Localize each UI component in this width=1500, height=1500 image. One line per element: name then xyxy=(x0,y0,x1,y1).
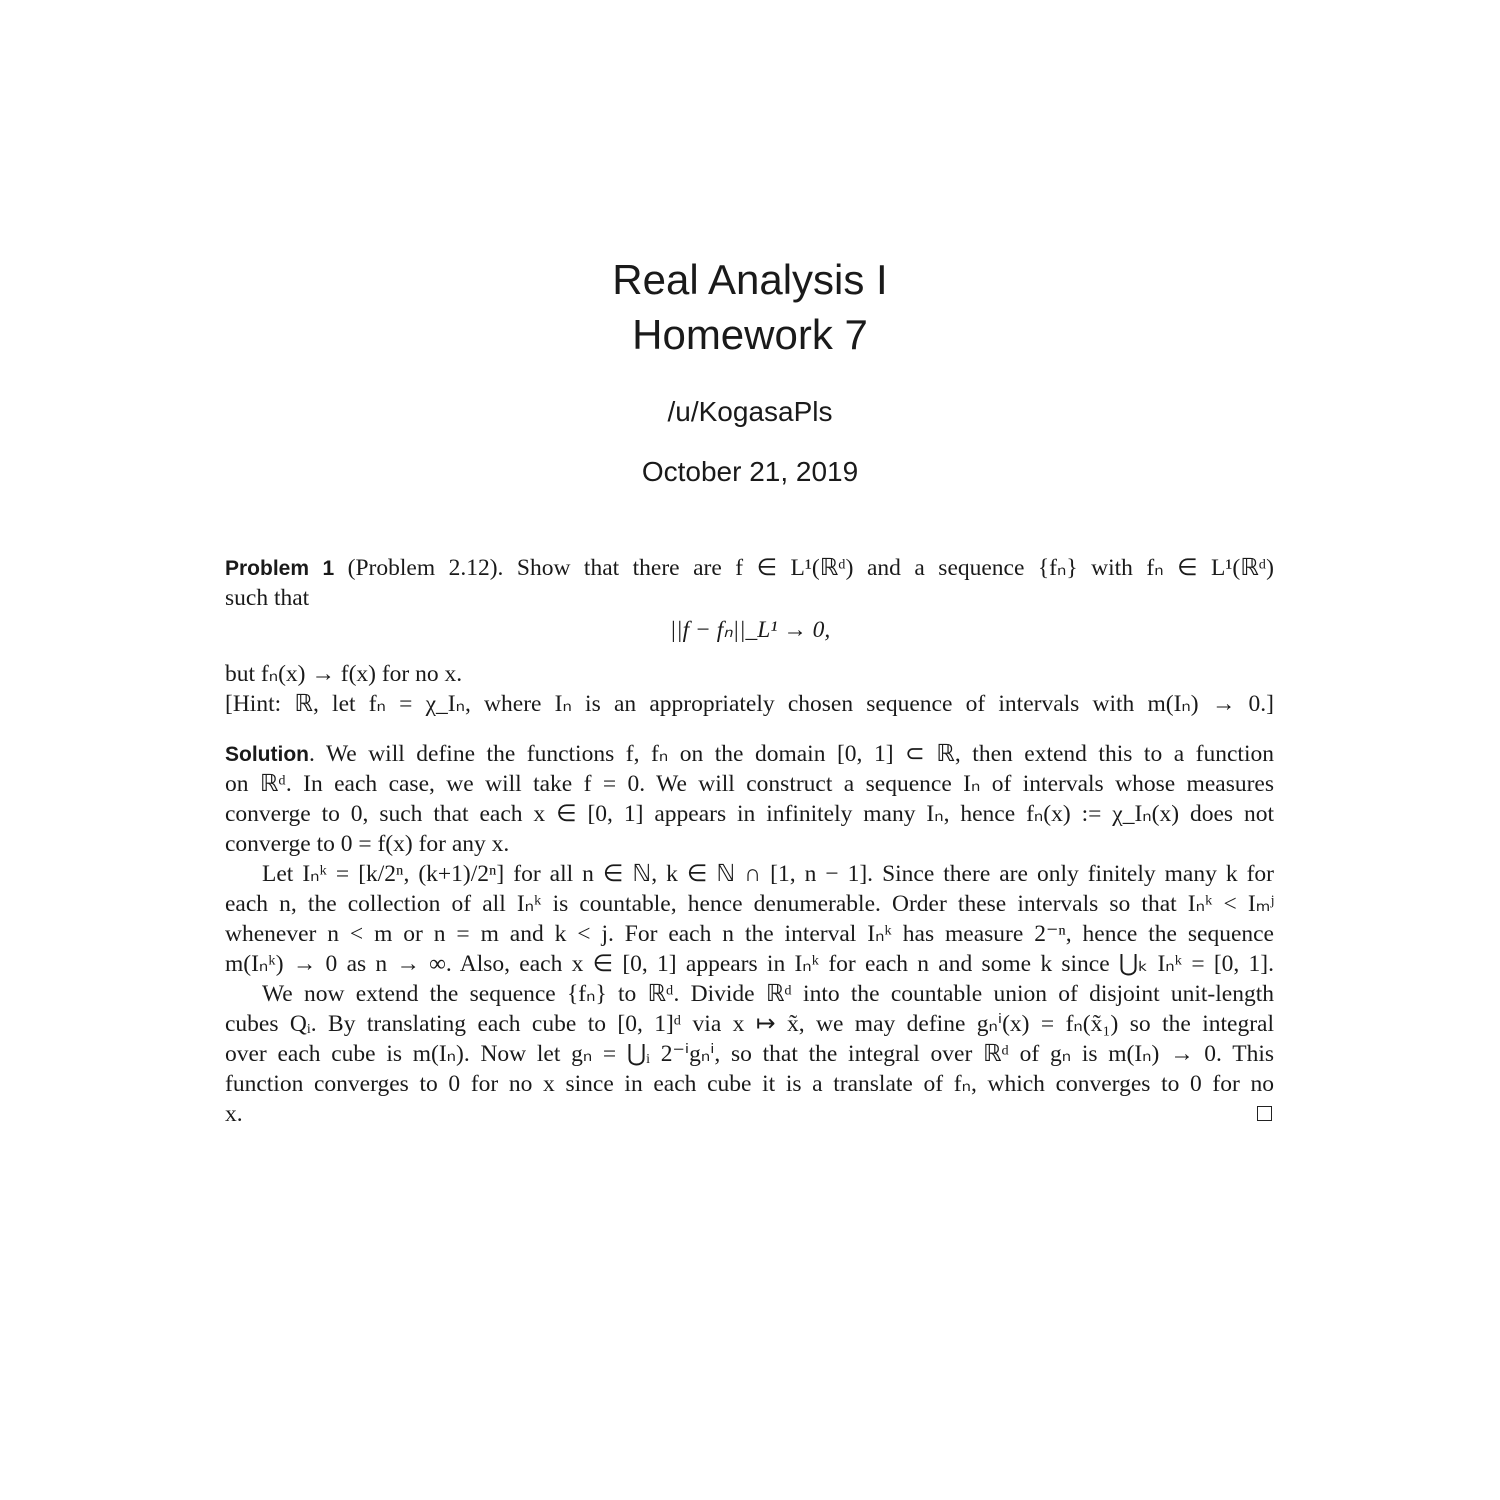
solution-label: Solution xyxy=(225,743,309,766)
solution-line-2: on ℝᵈ. In each case, we will take f = 0. We will construct a sequence Iₙ of intervals whose measures xyxy=(225,771,1274,797)
solution-line-13: x. xyxy=(225,1101,243,1127)
solution-line-7: whenever n < m or n = m and k < j. For each n the interval Iₙᵏ has measure 2⁻ⁿ, hence the sequence xyxy=(225,921,1274,947)
author: /u/KogasaPls xyxy=(667,396,833,427)
qed-square-icon xyxy=(1257,1106,1272,1121)
solution-line-11: over each cube is m(Iₙ). Now let gₙ = ⋃ᵢ 2⁻ⁱgₙⁱ, so that the integral over ℝᵈ of gₙ is m(Iₙ) → 0. This xyxy=(225,1041,1274,1067)
date: October 21, 2019 xyxy=(641,456,859,487)
problem-label: Problem 1 xyxy=(225,557,335,580)
solution-line-8: m(Iₙᵏ) → 0 as n → ∞. Also, each x ∈ [0, 1] appears in Iₙᵏ for each n and some k since ⋃ₖ Iₙᵏ = [0, 1]. xyxy=(225,951,1274,977)
title-line-1: Real Analysis I xyxy=(612,256,888,303)
solution-line-9: We now extend the sequence {fₙ} to ℝᵈ. Divide ℝᵈ into the countable union of disjoint unit-length xyxy=(262,981,1274,1007)
solution-line-6: each n, the collection of all Iₙᵏ is countable, hence denumerable. Order these intervals so that Iₙᵏ < Iₘʲ xyxy=(225,891,1274,917)
title-line-2: Homework 7 xyxy=(632,311,868,358)
solution-line-5: Let Iₙᵏ = [k/2ⁿ, (k+1)/2ⁿ] for all n ∈ ℕ, k ∈ ℕ ∩ [1, n − 1]. Since there are only finitely many k for xyxy=(262,861,1274,887)
problem-line-1 xyxy=(225,553,1274,583)
problem-equation: ||f − fₙ||_L¹ → 0, xyxy=(669,617,831,643)
solution-line-3: converge to 0, such that each x ∈ [0, 1] appears in infinitely many Iₙ, hence fₙ(x) := χ_Iₙ(x) does not xyxy=(225,801,1274,827)
problem-line-3: but fₙ(x) → f(x) for no x. xyxy=(225,661,463,687)
problem-line-2: such that xyxy=(225,585,310,611)
solution-line-10: cubes Qᵢ. By translating each cube to [0, 1]ᵈ via x ↦ x̃, we may define gₙⁱ(x) = fₙ(x̃₁) so the integral xyxy=(225,1011,1274,1037)
solution-line-1 xyxy=(225,739,1274,769)
solution-text: . We will define the functions f, fₙ on the domain [0, 1] ⊂ ℝ, then extend this to a function xyxy=(308,741,1274,767)
problem-hint: [Hint: ℝ, let fₙ = χ_Iₙ, where Iₙ is an appropriately chosen sequence of intervals with m(Iₙ) → 0.] xyxy=(225,691,1274,717)
solution-line-4: converge to 0 = f(x) for any x. xyxy=(225,831,510,857)
problem-text: (Problem 2.12). Show that there are f ∈ L¹(ℝᵈ) and a sequence {fₙ} with fₙ ∈ L¹(ℝᵈ) xyxy=(347,555,1274,581)
solution-line-12: function converges to 0 for no x since in each cube it is a translate of fₙ, which converges to 0 for no xyxy=(225,1071,1274,1097)
